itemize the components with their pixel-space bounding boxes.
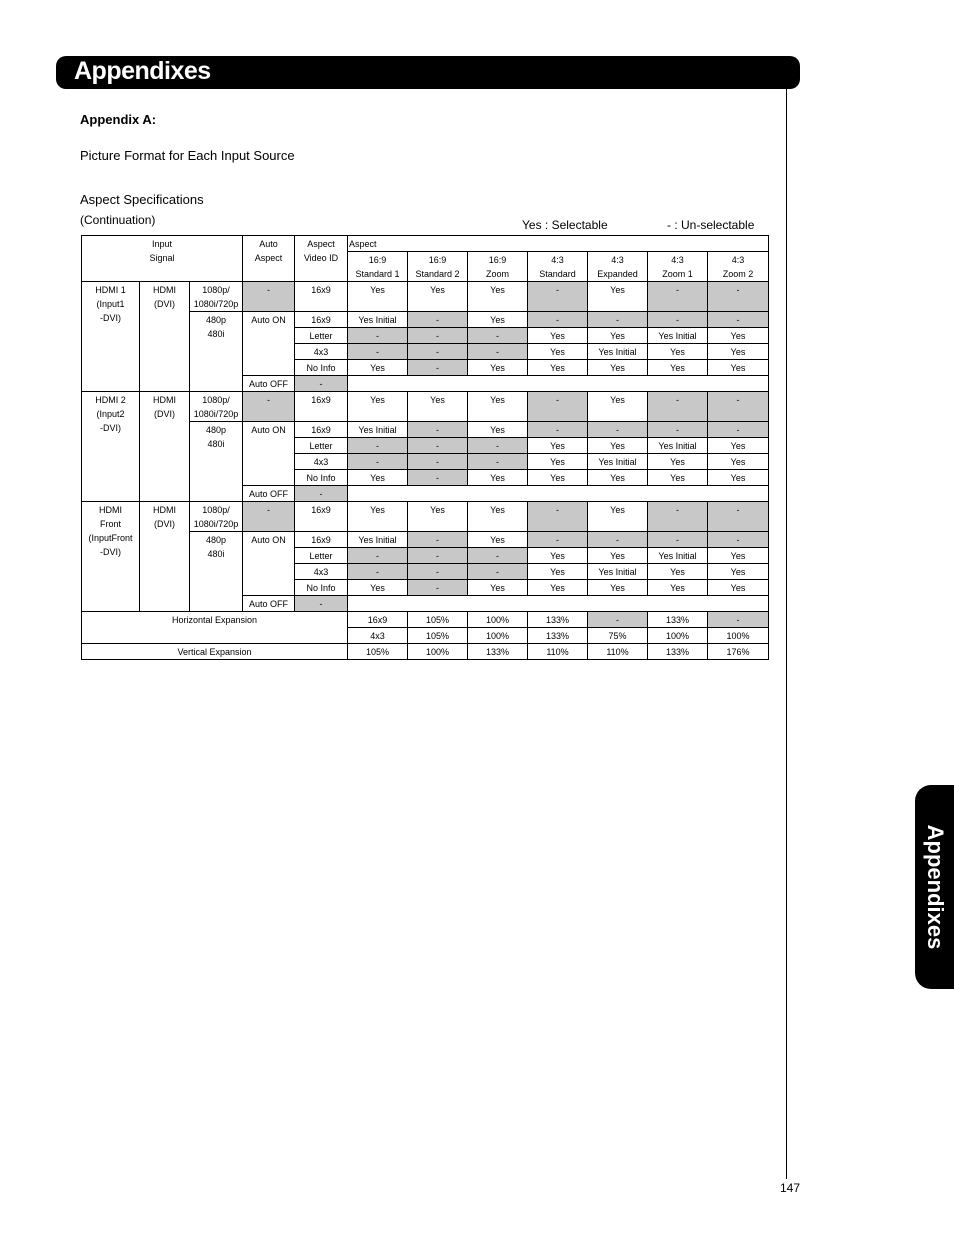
- header-auto-aspect: Auto Aspect: [243, 236, 295, 282]
- table-cell: Yes: [408, 392, 468, 422]
- table-cell: -: [648, 392, 708, 422]
- table-cell: Yes: [528, 344, 588, 360]
- header-row: [82, 236, 769, 252]
- table-cell: Yes: [648, 344, 708, 360]
- table-cell: Yes: [528, 328, 588, 344]
- table-cell: Yes Initial: [348, 422, 408, 438]
- video-id-cell: -: [295, 376, 348, 392]
- table-cell: Yes: [468, 470, 528, 486]
- table-cell: -: [468, 548, 528, 564]
- side-tab-label: Appendixes: [922, 824, 948, 950]
- video-id-cell: 16x9: [295, 282, 348, 312]
- source-type: HDMI (DVI): [140, 282, 190, 392]
- table-cell: -: [408, 360, 468, 376]
- table-cell: Yes Initial: [348, 312, 408, 328]
- table-cell: Yes: [528, 360, 588, 376]
- table-cell: Yes: [588, 282, 648, 312]
- source-label: HDMI 1 (Input1 -DVI): [82, 282, 140, 392]
- signal-sd: 480p 480i: [190, 532, 243, 612]
- auto-aspect-cell: Auto ON: [243, 422, 295, 486]
- table-cell: -: [708, 532, 769, 548]
- table-cell: Yes: [528, 438, 588, 454]
- table-cell: 133%: [528, 612, 588, 628]
- table-cell: -: [528, 282, 588, 312]
- table-cell: -: [408, 470, 468, 486]
- auto-aspect-cell: -: [243, 282, 295, 312]
- table-cell: -: [588, 532, 648, 548]
- table-cell: Yes: [708, 328, 769, 344]
- table-cell: -: [408, 532, 468, 548]
- table-cell: 133%: [648, 612, 708, 628]
- table-cell: Yes: [648, 470, 708, 486]
- page-number: 147: [780, 1181, 801, 1195]
- table-cell: -: [468, 564, 528, 580]
- table-cell: -: [468, 438, 528, 454]
- table-cell: Yes: [708, 360, 769, 376]
- table-cell: 110%: [588, 644, 648, 660]
- header-aspect: Aspect: [348, 236, 769, 252]
- table-cell: -: [528, 532, 588, 548]
- table-cell: Yes Initial: [648, 548, 708, 564]
- table-cell: -: [348, 548, 408, 564]
- table-cell: Yes: [408, 282, 468, 312]
- table-cell: 110%: [528, 644, 588, 660]
- table-cell: Yes: [588, 548, 648, 564]
- table-cell: Yes Initial: [648, 438, 708, 454]
- table-cell: Yes: [348, 392, 408, 422]
- banner-title: Appendixes: [74, 57, 211, 85]
- table-cell: 105%: [408, 628, 468, 644]
- table-cell: Yes: [468, 532, 528, 548]
- table-cell: Yes: [648, 360, 708, 376]
- table-cell: 100%: [408, 644, 468, 660]
- table-cell: Yes: [348, 502, 408, 532]
- table-row: [82, 502, 769, 532]
- table-cell: -: [588, 312, 648, 328]
- table-cell: Yes: [468, 502, 528, 532]
- table-cell: -: [408, 422, 468, 438]
- table-cell: -: [408, 328, 468, 344]
- table-cell: 105%: [408, 612, 468, 628]
- side-tab: [915, 785, 954, 989]
- auto-aspect-cell: -: [243, 502, 295, 532]
- table-cell: -: [708, 502, 769, 532]
- table-cell: 75%: [588, 628, 648, 644]
- table-cell: -: [708, 392, 769, 422]
- table-cell: 105%: [348, 644, 408, 660]
- auto-aspect-cell: Auto ON: [243, 532, 295, 596]
- table-cell: -: [468, 454, 528, 470]
- video-id-cell: 4x3: [295, 344, 348, 360]
- video-id-cell: 16x9: [295, 312, 348, 328]
- table-cell: Yes: [588, 328, 648, 344]
- video-id-cell: 4x3: [295, 454, 348, 470]
- signal-sd: 480p 480i: [190, 422, 243, 502]
- video-id-cell: -: [295, 596, 348, 612]
- signal-hd: 1080p/ 1080i/720p: [190, 392, 243, 422]
- table-cell: -: [588, 422, 648, 438]
- table-cell: Yes: [708, 438, 769, 454]
- table-cell: -: [408, 312, 468, 328]
- table-cell: Yes Initial: [588, 564, 648, 580]
- header-input-signal: Input Signal: [82, 236, 243, 282]
- table-cell: -: [468, 328, 528, 344]
- table-cell: -: [528, 422, 588, 438]
- table-cell: -: [588, 612, 648, 628]
- video-id-cell: 16x9: [295, 422, 348, 438]
- video-id-cell: No Info: [295, 360, 348, 376]
- table-cell: Yes: [708, 580, 769, 596]
- table-cell: Yes: [528, 548, 588, 564]
- table-cell: Yes: [588, 360, 648, 376]
- table-cell: 133%: [468, 644, 528, 660]
- table-cell: -: [648, 532, 708, 548]
- video-id-cell: Letter: [295, 548, 348, 564]
- legend-selectable: Yes : Selectable: [522, 218, 608, 232]
- table-row: [82, 392, 769, 422]
- table-cell: Yes: [588, 470, 648, 486]
- table-cell: Yes: [528, 564, 588, 580]
- table-cell: Yes: [708, 454, 769, 470]
- table-cell: Yes: [708, 548, 769, 564]
- expansion-row: [82, 612, 769, 628]
- table-cell: Yes: [588, 438, 648, 454]
- table-cell: Yes: [468, 282, 528, 312]
- blank-cell: [348, 486, 769, 502]
- video-id-cell: Letter: [295, 438, 348, 454]
- table-cell: Yes: [348, 282, 408, 312]
- header-mode: 16:9 Zoom: [468, 252, 528, 282]
- signal-sd: 480p 480i: [190, 312, 243, 392]
- table-cell: -: [348, 454, 408, 470]
- table-cell: -: [648, 422, 708, 438]
- table-cell: Yes: [468, 580, 528, 596]
- table-cell: Yes: [588, 392, 648, 422]
- table-cell: 100%: [648, 628, 708, 644]
- video-id-cell: 16x9: [295, 532, 348, 548]
- vertical-expansion-label: Vertical Expansion: [82, 644, 348, 660]
- table-cell: Yes: [648, 564, 708, 580]
- table-cell: -: [708, 312, 769, 328]
- table-cell: Yes Initial: [588, 454, 648, 470]
- auto-aspect-cell: Auto ON: [243, 312, 295, 376]
- video-id-cell: No Info: [295, 580, 348, 596]
- table-cell: Yes: [588, 502, 648, 532]
- auto-aspect-cell: Auto OFF: [243, 596, 295, 612]
- table-cell: Yes: [528, 454, 588, 470]
- source-type: HDMI (DVI): [140, 392, 190, 502]
- source-label: HDMI Front (InputFront -DVI): [82, 502, 140, 612]
- table-cell: Yes: [528, 580, 588, 596]
- table-cell: Yes: [528, 470, 588, 486]
- table-cell: -: [708, 422, 769, 438]
- header-aspect-video-id: Aspect Video ID: [295, 236, 348, 282]
- table-cell: -: [348, 564, 408, 580]
- video-id-cell: Letter: [295, 328, 348, 344]
- table-cell: Yes: [468, 360, 528, 376]
- header-mode: 16:9 Standard 1: [348, 252, 408, 282]
- table-cell: Yes: [348, 360, 408, 376]
- auto-aspect-cell: Auto OFF: [243, 486, 295, 502]
- table-cell: -: [468, 344, 528, 360]
- table-cell: Yes: [468, 312, 528, 328]
- table-cell: 176%: [708, 644, 769, 660]
- legend-unselectable: - : Un-selectable: [667, 218, 755, 232]
- table-cell: -: [408, 454, 468, 470]
- table-cell: 100%: [468, 612, 528, 628]
- table-cell: -: [648, 282, 708, 312]
- table-cell: 133%: [648, 644, 708, 660]
- table-cell: Yes: [588, 580, 648, 596]
- table-cell: -: [648, 502, 708, 532]
- table-cell: Yes: [648, 454, 708, 470]
- source-label: HDMI 2 (Input2 -DVI): [82, 392, 140, 502]
- appendix-heading: Appendix A:: [80, 112, 157, 127]
- blank-cell: [348, 596, 769, 612]
- auto-aspect-cell: -: [243, 392, 295, 422]
- signal-hd: 1080p/ 1080i/720p: [190, 282, 243, 312]
- continuation-note: (Continuation): [80, 213, 156, 227]
- table-cell: Yes Initial: [348, 532, 408, 548]
- table-cell: -: [408, 344, 468, 360]
- table-cell: Yes: [708, 564, 769, 580]
- video-id-cell: 4x3: [295, 564, 348, 580]
- table-cell: -: [528, 312, 588, 328]
- video-id-cell: 4x3: [348, 628, 408, 644]
- table-cell: Yes Initial: [588, 344, 648, 360]
- blank-cell: [348, 376, 769, 392]
- table-cell: Yes: [468, 422, 528, 438]
- table-cell: -: [348, 328, 408, 344]
- video-id-cell: 16x9: [295, 502, 348, 532]
- table-cell: -: [408, 580, 468, 596]
- table-cell: -: [408, 564, 468, 580]
- table-cell: -: [408, 548, 468, 564]
- table-cell: -: [708, 282, 769, 312]
- header-mode: 4:3 Standard: [528, 252, 588, 282]
- table-cell: -: [648, 312, 708, 328]
- auto-aspect-cell: Auto OFF: [243, 376, 295, 392]
- aspect-spec-table: [81, 235, 769, 660]
- header-mode: 4:3 Expanded: [588, 252, 648, 282]
- table-cell: -: [408, 438, 468, 454]
- header-mode: 4:3 Zoom 1: [648, 252, 708, 282]
- table-cell: Yes: [708, 344, 769, 360]
- table-cell: Yes: [348, 470, 408, 486]
- table-cell: Yes: [468, 392, 528, 422]
- video-id-cell: 16x9: [348, 612, 408, 628]
- table-cell: -: [528, 502, 588, 532]
- header-mode: 4:3 Zoom 2: [708, 252, 769, 282]
- table-cell: -: [348, 344, 408, 360]
- video-id-cell: -: [295, 486, 348, 502]
- table-cell: 100%: [708, 628, 769, 644]
- header-mode: 16:9 Standard 2: [408, 252, 468, 282]
- expansion-row: [82, 644, 769, 660]
- table-cell: Yes: [348, 580, 408, 596]
- table-cell: 100%: [468, 628, 528, 644]
- table-title: Aspect Specifications: [80, 192, 204, 207]
- table-cell: Yes: [648, 580, 708, 596]
- table-cell: -: [528, 392, 588, 422]
- source-type: HDMI (DVI): [140, 502, 190, 612]
- table-cell: Yes: [408, 502, 468, 532]
- table-cell: Yes Initial: [648, 328, 708, 344]
- video-id-cell: 16x9: [295, 392, 348, 422]
- table-cell: 133%: [528, 628, 588, 644]
- horizontal-expansion-label: Horizontal Expansion: [82, 612, 348, 644]
- table-row: [82, 282, 769, 312]
- section-title: Picture Format for Each Input Source: [80, 148, 295, 163]
- table-cell: -: [708, 612, 769, 628]
- page-banner: [56, 56, 800, 89]
- table-cell: Yes: [708, 470, 769, 486]
- table-cell: -: [348, 438, 408, 454]
- signal-hd: 1080p/ 1080i/720p: [190, 502, 243, 532]
- margin-rule: [786, 89, 787, 1179]
- video-id-cell: No Info: [295, 470, 348, 486]
